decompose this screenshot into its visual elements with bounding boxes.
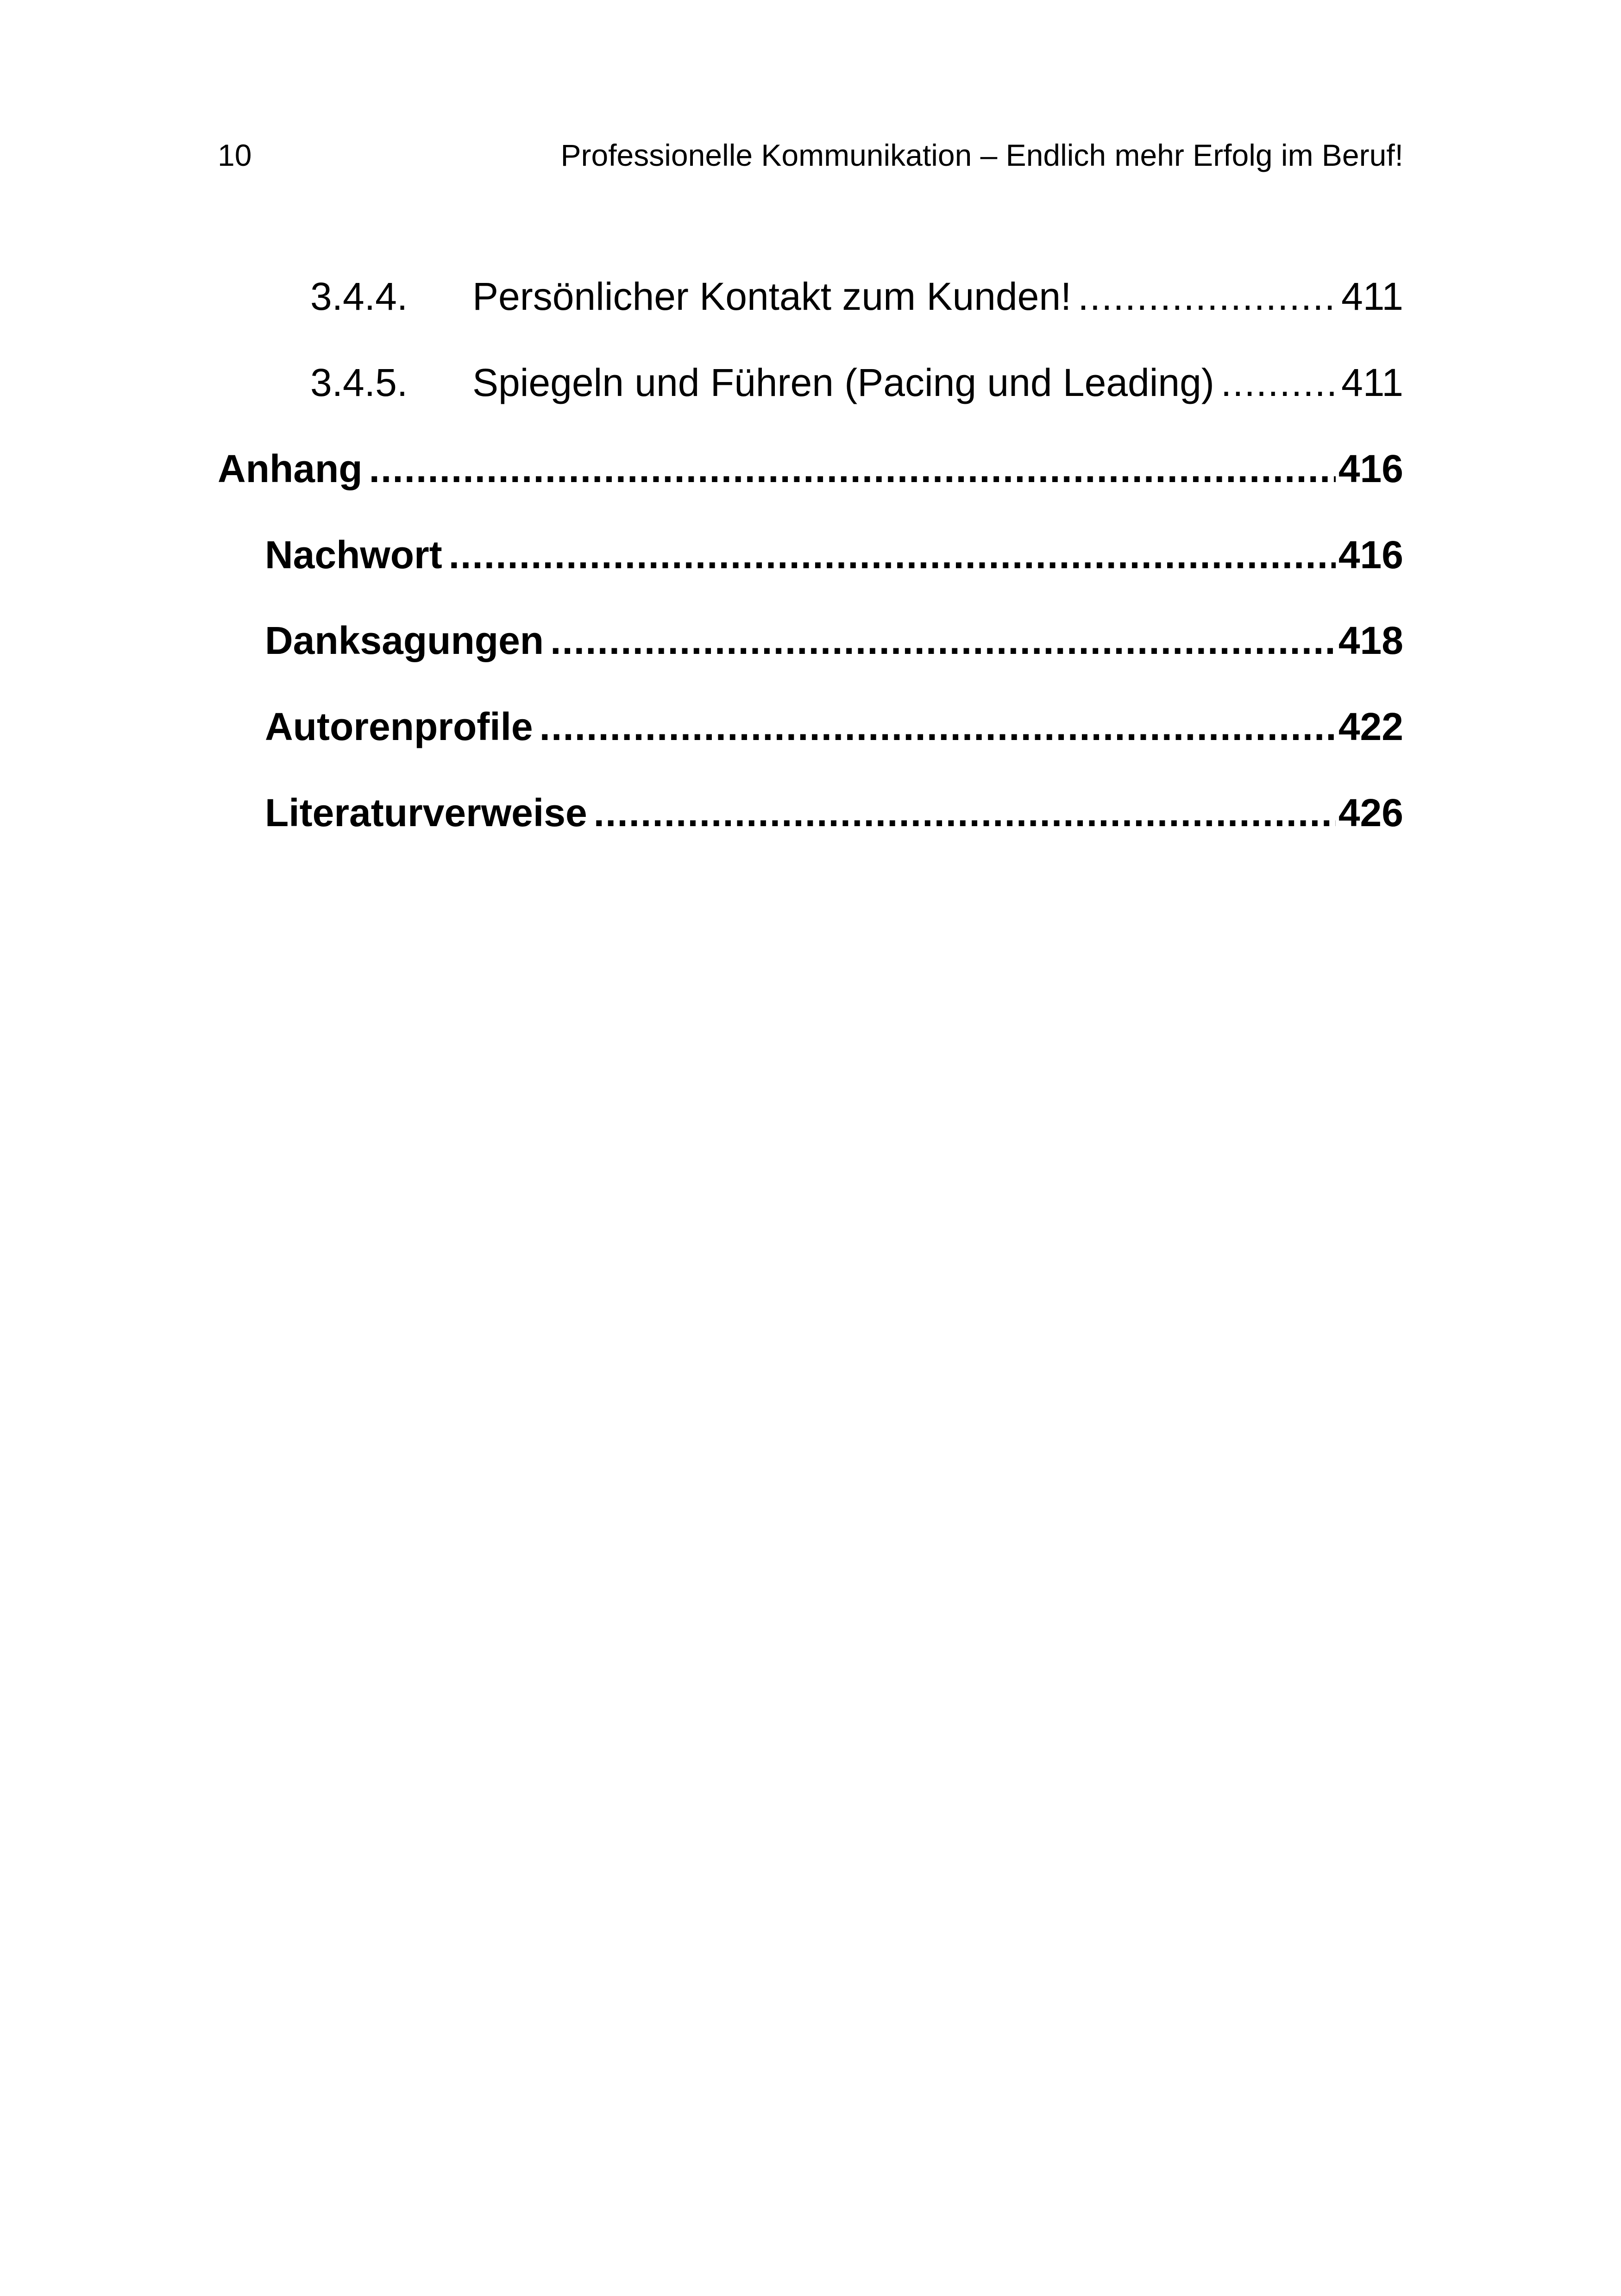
toc-entry-anhang[interactable] [218,441,1403,496]
toc-entry-autorenprofile[interactable] [265,699,1403,754]
toc-entry-label: Literaturverweise [265,791,587,834]
toc-dot-leader [550,613,1336,668]
toc-entry-label: Spiegeln und Führen (Pacing und Leading) [472,361,1214,404]
toc-entry-literaturverweise[interactable] [265,785,1403,841]
toc-dot-leader [1078,269,1338,324]
toc-dot-leader [1221,355,1338,410]
toc-entry-page: 422 [1338,705,1403,748]
toc-entry-page: 416 [1338,533,1403,577]
toc-entry-page: 411 [1341,275,1403,318]
page-number: 10 [218,138,252,172]
toc-entry-3-4-5[interactable] [310,355,1403,410]
toc-entry-page: 411 [1341,361,1403,404]
toc-entry-label: Nachwort [265,533,442,577]
toc-entry-label: Danksagungen [265,619,544,662]
toc-entry-label: Persönlicher Kontakt zum Kunden! [472,275,1072,318]
toc-entry-label: Autorenprofile [265,705,533,748]
toc-dot-leader [369,441,1336,496]
toc-entry-number: 3.4.4. [310,275,408,318]
toc-dot-leader [594,785,1336,841]
toc-entry-page: 426 [1338,791,1403,834]
toc-dot-leader [540,699,1336,754]
toc-entry-nachwort[interactable] [265,527,1403,583]
toc-entry-danksagungen[interactable] [265,613,1403,668]
toc-entry-page: 418 [1338,619,1403,662]
toc-entry-3-4-4[interactable] [310,269,1403,324]
toc-entry-page: 416 [1338,447,1403,490]
toc-dot-leader [449,527,1336,583]
running-title: Professionelle Kommunikation – Endlich mehr Erfolg im Beruf! [560,138,1403,172]
toc-entry-number: 3.4.5. [310,361,408,404]
toc-entry-label: Anhang [218,447,363,490]
